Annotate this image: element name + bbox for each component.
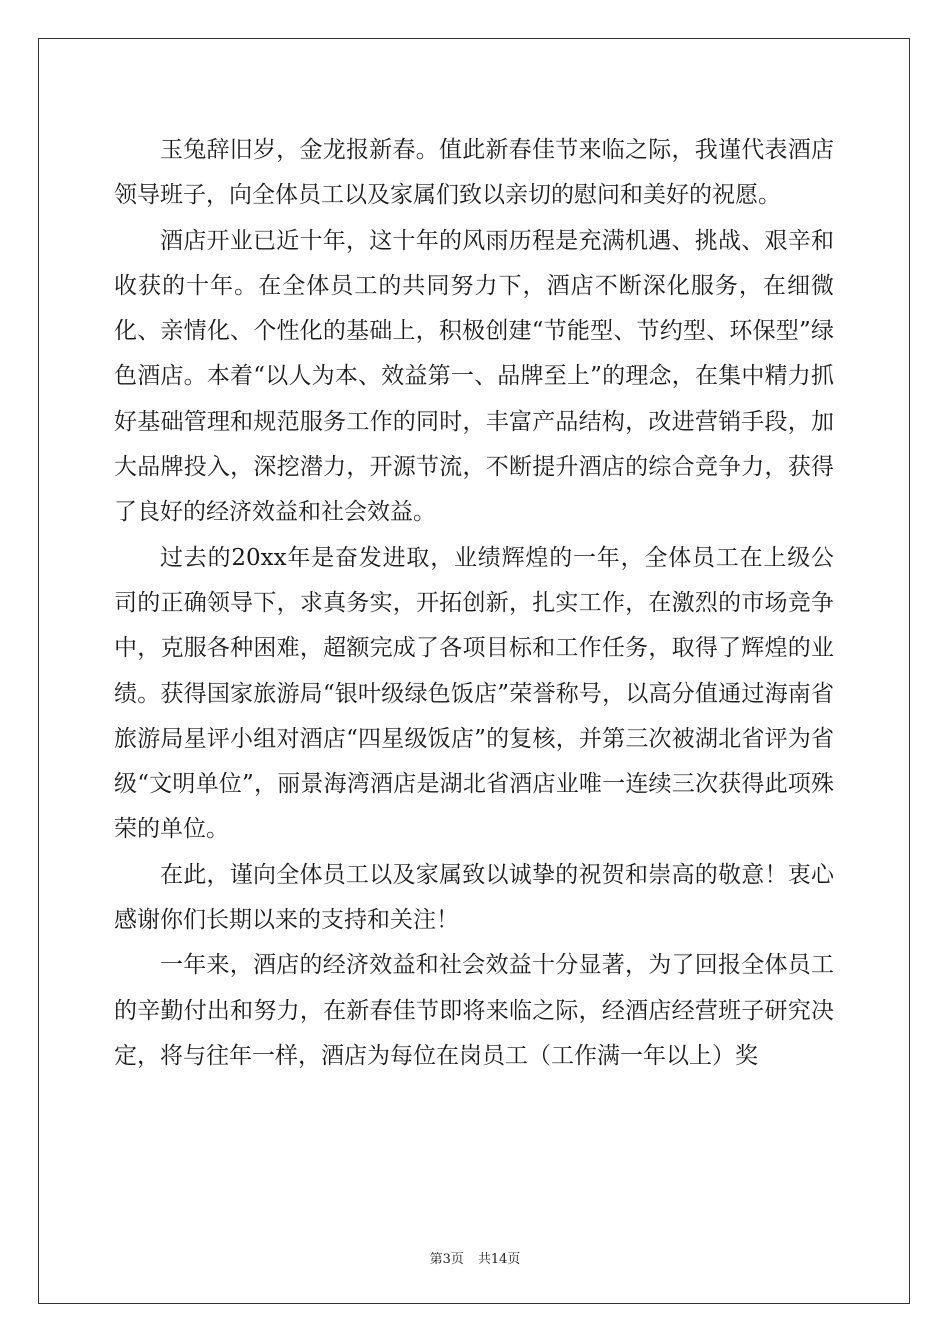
page-footer bbox=[0, 1248, 950, 1267]
paragraph-5: 一年来，酒店的经济效益和社会效益十分显著，为了回报全体员工的辛勤付出和努力，在新春佳节即将来临之际，经酒店经营班子研究决定，将与往年一样，酒店为每位在岗员工（工作满一年以上）奖 bbox=[114, 952, 834, 1069]
document-body bbox=[114, 128, 834, 1079]
paragraph-3: 过去的20xx年是奋发进取，业绩辉煌的一年，全体员工在上级公司的正确领导下，求真务实，开拓创新，扎实工作，在激烈的市场竞争中，克服各种困难，超额完成了各项目标和工作任务，取得了辉煌的业绩。获得国家旅游局“银叶级绿色饭店”荣誉称号，以高分值通过海南省旅游局星评小组对酒店“四星级饭店”的复核，并第三次被湖北省评为省级“文明单位”，丽景海湾酒店是湖北省酒店业唯一连续三次获得此项殊荣的单位。 bbox=[114, 544, 834, 843]
paragraph-4: 在此，谨向全体员工以及家属致以诚挚的祝贺和崇高的敬意！衷心感谢你们长期以来的支持和关注！ bbox=[114, 861, 834, 934]
page-total: 共14页 bbox=[477, 1252, 521, 1267]
paragraph-1: 玉兔辞旧岁，金龙报新春。值此新春佳节来临之际，我谨代表酒店领导班子，向全体员工以及家属们致以亲切的慰问和美好的祝愿。 bbox=[114, 137, 834, 209]
page-number: 第3页 bbox=[429, 1252, 464, 1267]
paragraph-2: 酒店开业已近十年，这十年的风雨历程是充满机遇、挑战、艰辛和收获的十年。在全体员工的共同努力下，酒店不断深化服务，在细微化、亲情化、个性化的基础上，积极创建“节能型、节约型、环保型”绿色酒店。本着“以人为本、效益第一、品牌至上”的理念，在集中精力抓好基础管理和规范服务工作的同时，丰富产品结构，改进营销手段，加大品牌投入，深挖潜力，开源节流，不断提升酒店的综合竞争力，获得了良好的经济效益和社会效益。 bbox=[114, 227, 834, 526]
